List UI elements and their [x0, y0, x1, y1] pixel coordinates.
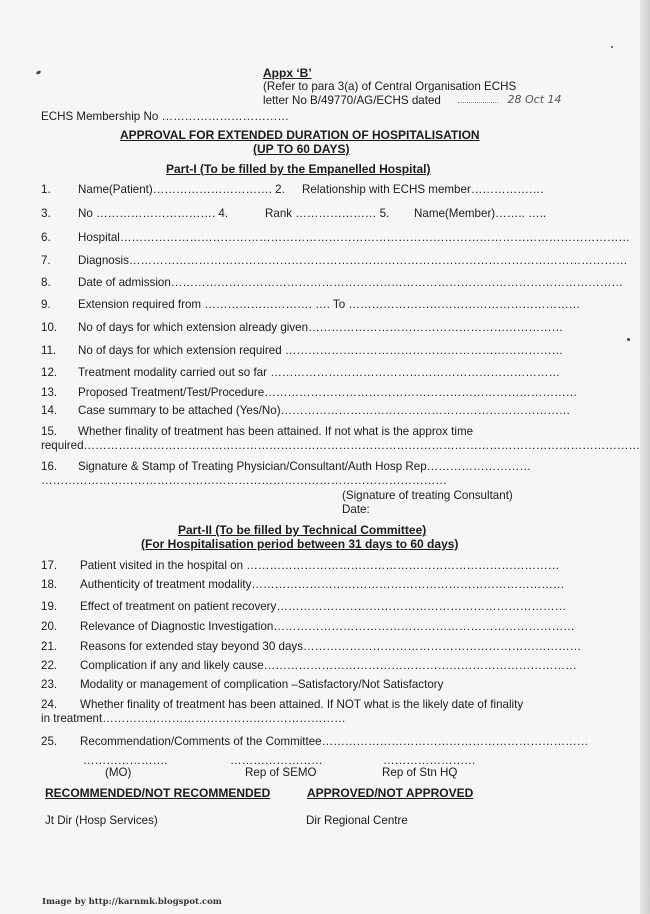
item-number: 23.	[41, 678, 58, 691]
item-number: 13.	[41, 386, 58, 399]
item-number: 1.	[41, 183, 51, 196]
item-number: 15.	[41, 425, 58, 438]
item-number: 6.	[41, 231, 51, 244]
item-text-continued: ……………………………………………………………………………………………	[41, 474, 447, 487]
item-number: 24.	[41, 698, 58, 711]
part-2-subheading: (For Hospitalisation period between 31 days to 60 days)	[141, 537, 459, 551]
item-text: No …………………………. 4.	[78, 207, 229, 220]
item-number: 11.	[41, 344, 57, 357]
item-text: Name(Patient)…………………………. 2.	[78, 183, 285, 196]
item-text: Reasons for extended stay beyond 30 days………………………………………………………………	[80, 640, 582, 653]
item-number: 12.	[41, 366, 58, 379]
item-text: Effect of treatment on patient recovery…………………………………………………………………	[80, 600, 567, 613]
item-number: 7.	[41, 254, 51, 267]
item-text: Authenticity of treatment modality………………………………………………………………………	[80, 578, 565, 591]
recommended-heading: RECOMMENDED/NOT RECOMMENDED	[45, 786, 271, 800]
echs-membership-no: ECHS Membership No ……………………………	[41, 110, 290, 123]
item-text: Whether finality of treatment has been attained. If NOT what is the likely date of finality	[80, 698, 524, 711]
item-text: Relevance of Diagnostic Investigation……………………………………………………………………	[80, 620, 575, 633]
item-text: Complication if any and likely cause………………………………………………………………………	[80, 659, 577, 672]
signature-line-mo: ………………….	[83, 754, 168, 767]
page-edge-shadow	[640, 0, 650, 914]
item-number: 25.	[41, 735, 58, 748]
item-number: 14.	[41, 404, 58, 417]
item-text-continued: required………………………………………………………………………………………………………………………………	[41, 439, 641, 452]
item-number: 19.	[41, 600, 58, 613]
item-number: 21.	[41, 640, 58, 653]
reference-line-1: (Refer to para 3(a) of Central Organisation ECHS	[263, 80, 517, 93]
part-1-heading: Part-I (To be filled by the Empanelled Hospital)	[166, 162, 431, 176]
image-credit: Image by http://karnmk.blogspot.com	[42, 897, 222, 907]
item-text: Patient visited in the hospital on ………………………………………………………………………	[80, 559, 560, 572]
item-text-member-name: Name(Member)…….. …..	[414, 207, 547, 220]
appendix-label: Appx ‘B’	[263, 66, 312, 80]
jt-dir-label: Jt Dir (Hosp Services)	[45, 814, 158, 827]
scan-mark	[611, 46, 613, 48]
item-text: No of days for which extension already given…………………………………………………………	[78, 321, 564, 334]
reference-line-2: letter No B/49770/AG/ECHS dated	[263, 94, 441, 107]
part-2-heading: Part-II (To be filled by Technical Committee)	[178, 523, 427, 537]
item-number: 20.	[41, 620, 58, 633]
form-title-line-2: (UP TO 60 DAYS)	[253, 142, 350, 156]
item-text-continued: in treatment………………………………………………………	[41, 712, 346, 725]
item-number: 18.	[41, 578, 58, 591]
item-number: 16.	[41, 460, 58, 473]
signature-label-mo: (MO)	[105, 766, 132, 779]
item-text: Signature & Stamp of Treating Physician/Consultant/Auth Hosp Rep………………………	[78, 460, 531, 473]
scan-mark	[627, 338, 630, 341]
item-text: Whether finality of treatment has been attained. If not what is the approx time	[78, 425, 474, 438]
item-text: Treatment modality carried out so far …………………………………………………………………	[78, 366, 561, 379]
item-number: 9.	[41, 298, 51, 311]
scan-mark	[36, 70, 42, 75]
item-number: 17.	[41, 559, 58, 572]
item-number: 8.	[41, 276, 51, 289]
signature-line-stn-hq: ……………………	[383, 754, 476, 767]
item-number: 3.	[41, 207, 51, 220]
item-text: Modality or management of complication –Satisfactory/Not Satisfactory	[80, 678, 444, 691]
item-text: Date of admission………………………………………………………………………………………………………	[78, 276, 623, 289]
signature-label-stn-hq: Rep of Stn HQ	[382, 766, 458, 779]
date-label: Date:	[342, 503, 370, 516]
item-text: Proposed Treatment/Test/Procedure………………………………………………………………………	[78, 386, 578, 399]
signature-label-semo: Rep of SEMO	[245, 766, 317, 779]
approved-heading: APPROVED/NOT APPROVED	[307, 786, 474, 800]
item-text: Extension required from ………………………. …. To ……………………………………………………	[78, 298, 581, 311]
item-text: Diagnosis…………………………………………………………………………………………………………………	[78, 254, 628, 267]
form-title-line-1: APPROVAL FOR EXTENDED DURATION OF HOSPITALISATION	[120, 128, 480, 142]
signature-consultant-label: (Signature of treating Consultant)	[342, 489, 513, 502]
dir-regional-label: Dir Regional Centre	[306, 814, 408, 827]
item-text: Recommendation/Comments of the Committee……………………………………………………………	[80, 735, 589, 748]
item-text: No of days for which extension required ………………………………………………………………	[78, 344, 564, 357]
signature-line-semo: ……………………	[230, 754, 323, 767]
item-number: 10.	[41, 321, 58, 334]
handwritten-date: 28 Oct 14	[458, 93, 562, 106]
item-text: Case summary to be attached (Yes/No)…………………………………………………………………	[78, 404, 571, 417]
item-text-rank: Rank ………………… 5.	[265, 207, 390, 220]
item-text: Hospital……………………………………………………………………………………………………………………	[78, 231, 631, 244]
item-number: 22.	[41, 659, 58, 672]
item-text-relationship: Relationship with ECHS member……………….	[302, 183, 544, 196]
